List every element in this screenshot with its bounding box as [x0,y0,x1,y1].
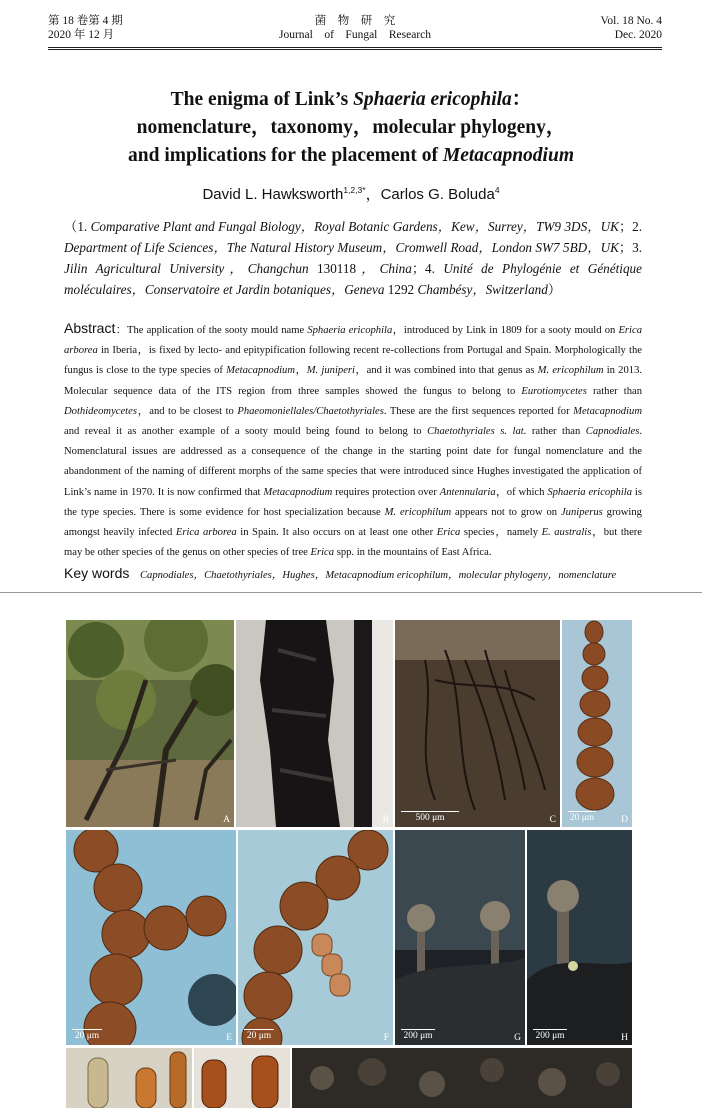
abstract-taxon: M. juniperi [306,365,355,377]
panel-k-image [292,1048,632,1108]
abstract-text: in 2013. Molecular sequence data of the ITS region from three samples showed the fungus to belong to [64,365,642,397]
abstract-text: . Nomenclatural issues are addressed as a consequence of the change in the starting point date for fungal nomenclature and the abandonment of the naming of different morphs of the same species that were introduced since Hughes investigated the application of Link’s name in 1970. It is now confirmed that [64,426,642,498]
panel-h-micrograph [527,830,632,1045]
scale-bar [401,1029,435,1042]
panel-e-image [66,830,236,1045]
panel-letter: E [226,1033,232,1043]
abstract-text: The application of the sooty mould name [126,325,308,336]
abstract-text: is the type species. There is some evidence for host specialization because [64,486,642,518]
panel-i-image [66,1048,192,1108]
header-date-en: Dec. 2020 [614,29,662,41]
abstract-taxon: M. ericophilum [537,365,604,377]
panel-g-image [395,830,525,1045]
scale-bar [244,1029,274,1042]
title-line-1 [60,86,642,114]
abstract-text: ，and to be closest to [136,405,238,417]
page-divider [0,592,702,593]
panel-f-micrograph [238,830,393,1045]
abstract-taxon: Erica arborea [64,325,642,357]
affil-1: Comparative Plant and Fungal Biology，Royal Botanic Gardens，Kew，Surrey，TW9 3DS，UK [90,219,619,234]
abstract-text: species，namely [460,527,542,539]
panel-i-micrograph [66,1048,192,1108]
panel-d-micrograph [562,620,632,827]
affil-4: Unité de Phylogénie et Génétique moléculaires，Conservatoire et Jardin botaniques，Geneva [64,261,642,297]
scale-bar-line [72,1029,102,1031]
abstract-taxon: Sphaeria ericophila [547,486,633,498]
abstract-taxon: Erica [436,527,461,539]
title-line-3 [60,142,642,170]
scale-bar-label: 200 μm [535,1031,565,1041]
affiliations [64,216,642,300]
scale-bar [72,1029,102,1042]
abstract-taxon: E. australis [541,527,592,539]
affil-4-postcode: 1292 [387,282,415,297]
title-colon: ： [511,89,532,110]
scale-bar-label: 20 μm [246,1031,272,1041]
header-volume-en-block [601,14,662,42]
header-rule-bottom [48,49,662,50]
abstract-taxon: Metacapnodium [573,405,642,417]
scale-bar-line [401,811,459,813]
panel-b-image [236,620,393,827]
abstract-label: Abstract [64,320,116,336]
affil-2: Department of Life Sciences，The Natural History Museum，Cromwell Road，London SW7 5BD，UK [64,240,619,255]
author-1-affiliations: 1,2,3* [343,185,366,195]
affil-open: （1. [64,219,91,234]
abstract-text: rather than [526,426,586,438]
abstract-text: in Iberia，is fixed by lecto- and epitypification following recent re-collections from Portugal and Spain. Morphologically the fungus is close to the type species of [64,345,642,377]
panel-j-micrograph [194,1048,290,1108]
affil-sep: ；4. [411,261,444,276]
scale-bar [568,811,596,824]
affil-close: ） [547,282,562,297]
keywords-label: Key words [64,565,130,582]
panel-c-image [395,620,560,827]
figure-plate [66,620,632,1108]
panel-e-micrograph [66,830,236,1045]
abstract-text: rather than [586,385,642,397]
affil-3-country: ，China [356,261,412,276]
header-journal-en: Journal of Fungal Research [278,29,432,41]
affil-sep: ；2. [618,219,643,234]
abstract-text: ，but there may be other species of the genus on other species of tree [64,527,642,559]
abstract-taxon: Metacapnodium [226,365,296,377]
panel-letter: D [621,815,628,825]
scale-bar-label: 20 μm [569,813,595,823]
abstract-taxon: Chaetothyriales s. lat. [427,426,527,438]
panel-letter: B [382,815,389,825]
panel-b-photo [236,620,393,827]
abstract-taxon: Erica arborea [175,527,237,539]
panel-d-image [562,620,632,827]
abstract-taxon: Eurotiomycetes [521,385,587,397]
title-text: and implications for the placement of [128,145,443,166]
scale-bar-line [568,811,596,813]
scale-bar-line [401,1029,435,1031]
scale-bar-line [533,1029,567,1031]
panel-f-image [238,830,393,1045]
header-journal [48,14,662,42]
author-2: Carlos G. Boluda [380,186,495,203]
affil-4-country: Chambésy，Switzerland [414,282,548,297]
affil-3: Jilin Agricultural University，Changchun [64,261,318,276]
abstract-taxon: Sphaeria ericophila [307,325,393,336]
title-species: Sphaeria ericophila [353,89,512,110]
abstract-text: ，and it was combined into that genus as [354,365,538,377]
scale-bar-label: 500 μm [415,813,445,823]
panel-a-image [66,620,234,827]
title-text: The enigma of Link’s [170,89,354,110]
abstract-text: requires protection over [332,486,440,498]
author-list [0,183,702,204]
title-genus: Metacapnodium [442,145,574,166]
abstract-text: in Spain. It also occurs on at least one other [236,527,437,539]
author-1: David L. Hawksworth [202,186,344,203]
scale-bar [401,811,459,824]
panel-h-image [527,830,632,1045]
abstract-taxon: Phaeomoniellales/Chaetothyriales [237,405,384,417]
panel-letter: G [514,1033,521,1043]
abstract-text: ，introduced by Link in 1809 for a sooty mould on [392,325,619,336]
abstract-taxon: M. ericophilum [384,506,452,518]
paper-title [60,86,642,170]
running-header [48,14,662,48]
scale-bar-line [244,1029,274,1031]
abstract-text: ， [295,365,307,377]
scale-bar-label: 200 μm [403,1031,433,1041]
scale-bar-label: 20 μm [74,1031,100,1041]
panel-letter: C [549,815,556,825]
abstract-taxon: Metacapnodium [263,486,333,498]
abstract-text: growing amongst heavily infected [64,506,642,539]
header-rule-top [48,47,662,48]
abstract-taxon: Antennularia [439,486,496,498]
abstract-colon: ： [115,325,127,336]
panel-c-micrograph [395,620,560,827]
abstract-text: and reveal it as another example of a sooty mould being found to belong to [64,426,428,438]
header-volume-en: Vol. 18 No. 4 [600,15,662,27]
affil-3-postcode: 130118 [317,261,357,276]
header-journal-cn: 菌 物 研 究 [314,15,396,27]
abstract-taxon: Dothideomycetes [64,405,137,417]
panel-a-photo [66,620,234,827]
abstract-taxon: Capnodiales [585,426,640,438]
abstract [64,318,642,590]
abstract-text: appears not to grow on [451,506,561,518]
panel-k-micrograph [292,1048,632,1108]
affil-sep: ；3. [618,240,642,255]
author-separator: ， [365,186,381,203]
abstract-taxon: Juniperus [560,506,603,518]
author-2-affiliations: 4 [494,185,500,195]
header-volume-cn: 第 18 卷第 4 期 [48,15,123,27]
abstract-text: . These are the first sequences reported for [383,405,574,417]
abstract-taxon: Erica [310,547,335,559]
panel-g-micrograph [395,830,525,1045]
keywords-text: Capnodiales，Chaetothyriales，Hughes，Metacapnodium ericophilum，molecular phylogeny，nomenclature [139,570,617,582]
title-line-2: nomenclature，taxonomy，molecular phylogeny， [136,117,566,138]
panel-j-image [194,1048,290,1108]
scale-bar [533,1029,567,1042]
abstract-text: ，of which [495,486,548,498]
header-date-cn: 2020 年 12 月 [48,29,115,41]
panel-letter: H [621,1033,628,1043]
panel-letter: F [383,1033,389,1043]
abstract-text: spp. in the mountains of East Africa. [334,547,492,559]
panel-letter: A [223,815,230,825]
